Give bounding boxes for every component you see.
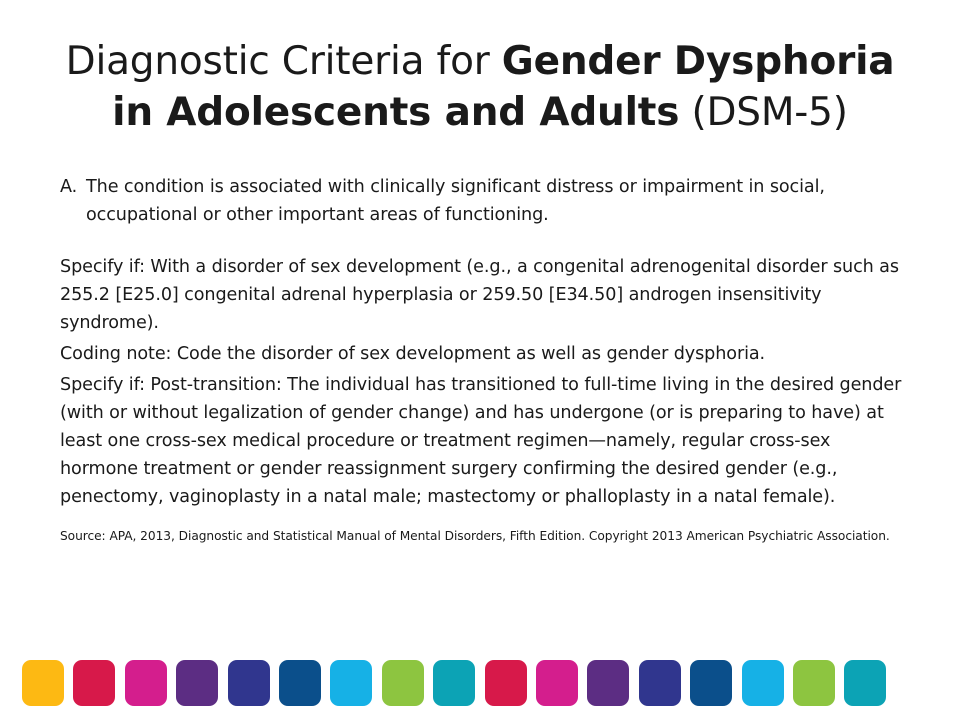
decorative-square xyxy=(793,660,835,706)
criterion-a-text: The condition is associated with clinically significant distress or impairment in social, occupational or other important areas of functioning. xyxy=(86,177,825,225)
decorative-square xyxy=(690,660,732,706)
source-citation: Source: APA, 2013, Diagnostic and Statistical Manual of Mental Disorders, Fifth Edition. Copyright 2013 American Psychiatric Association. xyxy=(60,529,890,543)
title-bold-part: Gender Dysphoria in Adolescents and Adults xyxy=(112,39,895,135)
decorative-square xyxy=(485,660,527,706)
decorative-square xyxy=(330,660,372,706)
decorative-square xyxy=(73,660,115,706)
criterion-a xyxy=(60,173,912,229)
specifier-dsd: Specify if: With a disorder of sex development (e.g., a congenital adrenogenital disorder such as 255.2 [E25.0] congenital adrenal hyperplasia or 259.50 [E34.50] androgen insensitivity syndrome). xyxy=(60,257,899,333)
decorative-square xyxy=(22,660,64,706)
decorative-square xyxy=(176,660,218,706)
decorative-square xyxy=(536,660,578,706)
decorative-square xyxy=(639,660,681,706)
slide-body xyxy=(60,173,912,544)
title-suffix: (DSM-5) xyxy=(679,90,848,135)
slide-title xyxy=(40,36,920,138)
criterion-a-marker: A. xyxy=(60,177,78,197)
decorative-square xyxy=(742,660,784,706)
decorative-square xyxy=(279,660,321,706)
title-normal-part: Diagnostic Criteria for xyxy=(65,39,502,84)
specifier-post-transition: Specify if: Post-transition: The individual has transitioned to full-time living in the desired gender (with or without legalization of gender change) and has undergone (or is preparing to have) at least one cross-sex medical procedure or treatment regimen—namely, regular cross-sex hormone treatment or gender reassignment surgery confirming the desired gender (e.g., penectomy, vaginoplasty in a natal male; mastectomy or phalloplasty in a natal female). xyxy=(60,375,902,507)
decorative-square xyxy=(433,660,475,706)
decorative-square xyxy=(587,660,629,706)
coding-note: Coding note: Code the disorder of sex development as well as gender dysphoria. xyxy=(60,344,766,364)
decorative-square xyxy=(125,660,167,706)
decorative-square xyxy=(382,660,424,706)
decorative-square xyxy=(844,660,886,706)
decorative-square-strip xyxy=(22,660,938,708)
decorative-square xyxy=(228,660,270,706)
